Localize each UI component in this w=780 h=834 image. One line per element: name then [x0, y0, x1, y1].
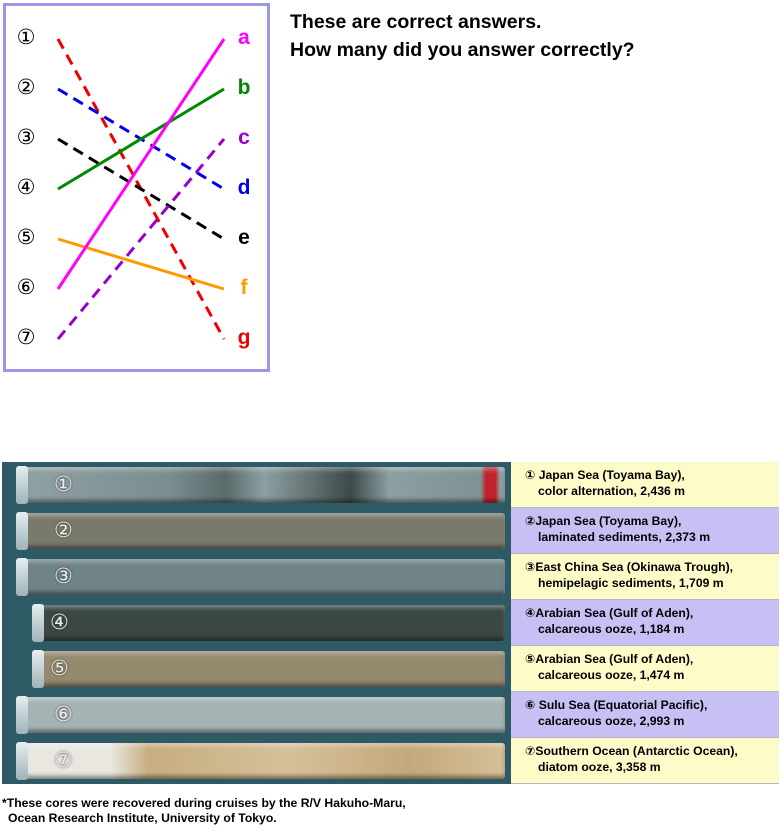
core-tube-cap	[16, 696, 28, 734]
core-description: calcareous ooze, 1,184 m	[538, 622, 685, 636]
sediment-core-photo	[2, 462, 511, 784]
core-row-6	[2, 692, 511, 738]
core-number-6: ⑥	[54, 703, 73, 726]
answer-line-6-a	[58, 39, 224, 289]
answer-letter-d: d	[237, 176, 251, 199]
question-number-5: ⑤	[16, 225, 36, 249]
answer-line-7-c	[58, 139, 224, 339]
core-label-3	[511, 554, 779, 600]
core-sediment-2	[24, 513, 505, 549]
core-label-2	[511, 508, 779, 554]
core-location: ②Japan Sea (Toyama Bay),	[525, 514, 682, 528]
footnote	[2, 796, 406, 826]
core-sediment-3	[24, 559, 505, 595]
core-row-5	[2, 646, 511, 692]
answer-letter-b: b	[237, 76, 251, 99]
core-sediment-6	[24, 697, 505, 733]
core-number-1: ①	[54, 473, 73, 496]
answer-line-5-f	[58, 239, 224, 289]
answer-letter-c: c	[238, 126, 250, 149]
core-number-5: ⑤	[50, 657, 69, 680]
question-number-7: ⑦	[16, 325, 36, 349]
core-location: ⑥ Sulu Sea (Equatorial Pacific),	[525, 698, 708, 712]
core-number-2: ②	[54, 519, 73, 542]
core-label-7	[511, 738, 779, 784]
core-description: calcareous ooze, 2,993 m	[538, 714, 685, 728]
core-number-3: ③	[54, 565, 73, 588]
core-description: diatom ooze, 3,358 m	[538, 760, 661, 774]
answer-line-3-e	[58, 139, 224, 239]
core-sediment-4	[40, 605, 505, 641]
core-label-1	[511, 462, 779, 508]
answer-letter-e: e	[238, 226, 250, 249]
core-location: ④Arabian Sea (Gulf of Aden),	[525, 606, 694, 620]
core-row-3	[2, 554, 511, 600]
core-number-7: ⑦	[54, 749, 73, 772]
question-number-3: ③	[16, 125, 36, 149]
heading-line-2: How many did you answer correctly?	[290, 39, 635, 61]
core-tube-cap	[16, 558, 28, 596]
core-label-5	[511, 646, 779, 692]
core-label-4	[511, 600, 779, 646]
core-tube-cap	[32, 650, 44, 688]
core-sediment-5	[40, 651, 505, 687]
core-description: hemipelagic sediments, 1,709 m	[538, 576, 724, 590]
footnote-line-2: Ocean Research Institute, University of Tokyo.	[8, 811, 277, 825]
core-location: ⑤Arabian Sea (Gulf of Aden),	[525, 652, 694, 666]
core-row-2	[2, 508, 511, 554]
footnote-line-1: *These cores were recovered during cruises by the R/V Hakuho-Maru,	[2, 796, 406, 810]
question-number-1: ①	[16, 25, 36, 49]
core-location: ⑦Southern Ocean (Antarctic Ocean),	[525, 744, 738, 758]
core-row-7	[2, 738, 511, 784]
core-location-labels	[511, 462, 779, 784]
core-sediment-7	[24, 743, 505, 779]
core-label-6	[511, 692, 779, 738]
core-location: ① Japan Sea (Toyama Bay),	[525, 468, 685, 482]
question-number-4: ④	[16, 175, 36, 199]
core-number-4: ④	[50, 611, 69, 634]
core-tube-cap	[32, 604, 44, 642]
answer-letter-a: a	[238, 26, 250, 49]
core-sediment-1	[24, 467, 505, 503]
core-description: calcareous ooze, 1,474 m	[538, 668, 685, 682]
heading-line-1: These are correct answers.	[290, 11, 542, 33]
core-location: ③East China Sea (Okinawa Trough),	[525, 560, 734, 574]
core-tube-cap	[16, 466, 28, 504]
question-number-2: ②	[16, 75, 36, 99]
matching-answer-panel	[3, 3, 270, 372]
core-tube-cap	[16, 512, 28, 550]
matching-diagram	[6, 6, 267, 369]
answer-letter-g: g	[237, 326, 251, 349]
core-row-4	[2, 600, 511, 646]
answers-heading	[290, 8, 635, 64]
core-row-1	[2, 462, 511, 508]
core-description: laminated sediments, 2,373 m	[538, 530, 711, 544]
question-number-6: ⑥	[16, 275, 36, 299]
core-description: color alternation, 2,436 m	[538, 484, 685, 498]
core-tube-cap	[16, 742, 28, 780]
answer-letter-f: f	[240, 276, 248, 299]
